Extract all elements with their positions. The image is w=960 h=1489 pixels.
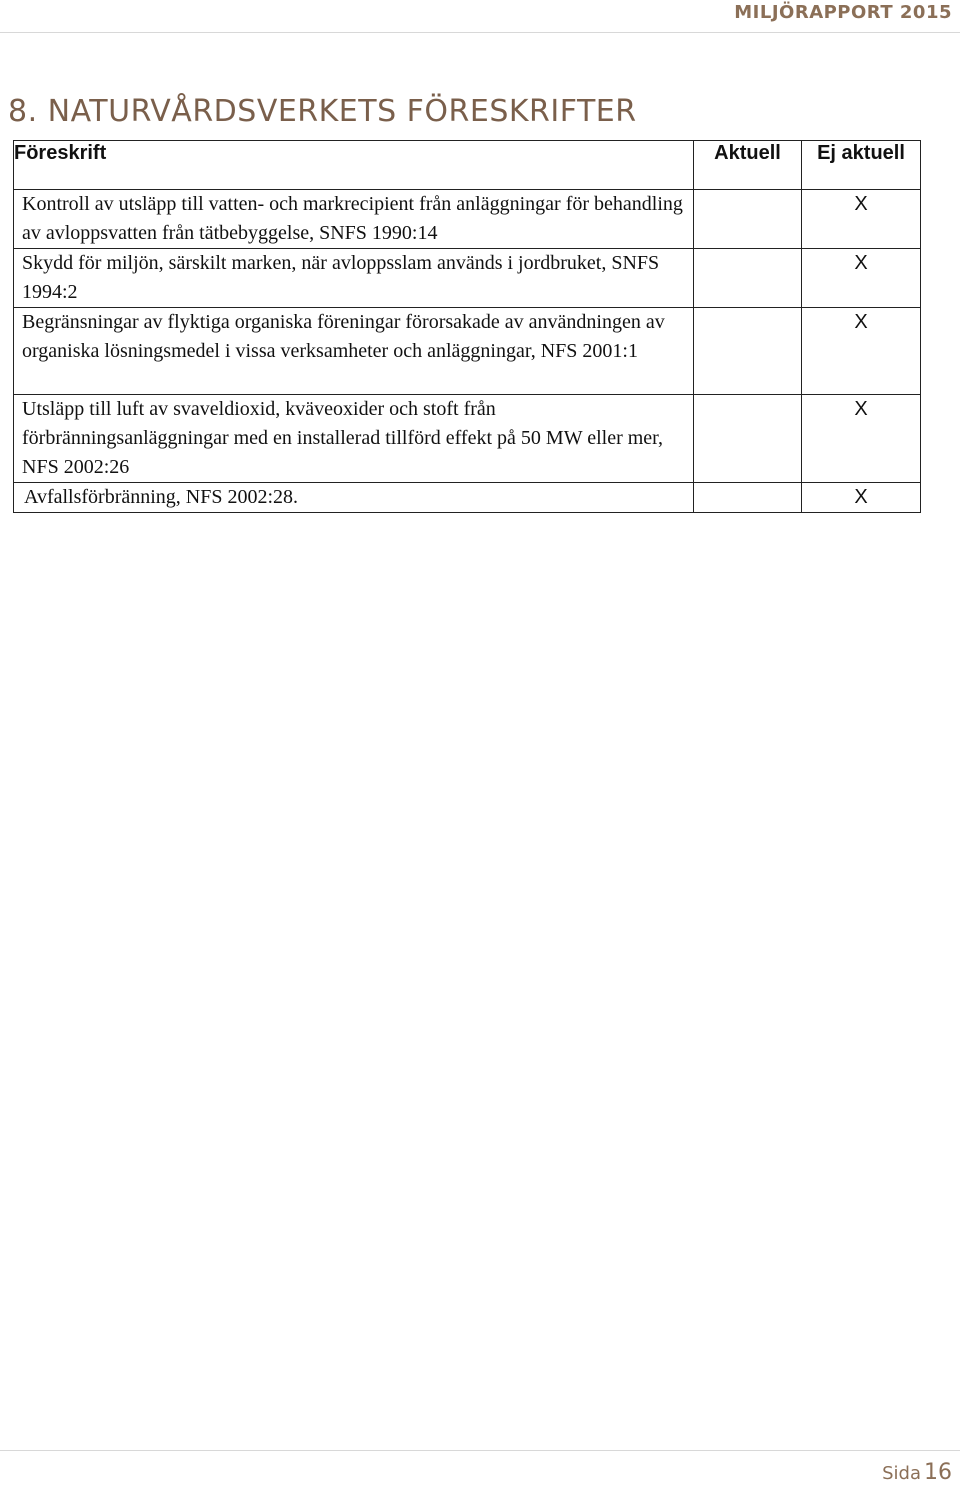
regulation-text: Skydd för miljön, särskilt marken, när avloppsslam används i jordbruket, SNFS 1994:2: [14, 249, 694, 308]
page-label: Sida: [882, 1463, 921, 1484]
footer-divider: [0, 1450, 960, 1451]
not-current-mark: X: [802, 395, 921, 483]
regulation-text: Kontroll av utsläpp till vatten- och markrecipient från anläggningar för behandling av avloppsvatten från tätbebyggelse, SNFS 1990:14: [14, 190, 694, 249]
header-divider: [0, 32, 960, 33]
regulation-text: Avfallsförbränning, NFS 2002:28.: [14, 483, 694, 513]
table-row: [14, 483, 921, 513]
table-row: [14, 249, 921, 308]
page-footer: [882, 1460, 952, 1485]
regulation-text: Utsläpp till luft av svaveldioxid, kväveoxider och stoft från förbränningsanläggningar med en installerad tillförd effekt på 50 MW eller mer, NFS 2002:26: [14, 395, 694, 483]
column-header-regulation: Föreskrift: [14, 141, 694, 190]
column-header-not-current: Ej aktuell: [802, 141, 921, 190]
table-row: [14, 190, 921, 249]
section-heading: 8. NATURVÅRDSVERKETS FÖRESKRIFTER: [8, 94, 637, 129]
current-mark: [694, 483, 802, 513]
current-mark: [694, 249, 802, 308]
not-current-mark: X: [802, 483, 921, 513]
not-current-mark: X: [802, 190, 921, 249]
report-title: MILJÖRAPPORT 2015: [734, 2, 952, 23]
current-mark: [694, 190, 802, 249]
regulations-table: [13, 140, 921, 513]
table-row: [14, 395, 921, 483]
column-header-current: Aktuell: [694, 141, 802, 190]
regulation-text: Begränsningar av flyktiga organiska föreningar förorsakade av användningen av organiska lösningsmedel i vissa verksamheter och anläggningar, NFS 2001:1: [14, 308, 694, 395]
table-header-row: [14, 141, 921, 190]
not-current-mark: X: [802, 249, 921, 308]
current-mark: [694, 395, 802, 483]
current-mark: [694, 308, 802, 395]
page-number: 16: [924, 1460, 952, 1485]
not-current-mark: X: [802, 308, 921, 395]
table-row: [14, 308, 921, 395]
